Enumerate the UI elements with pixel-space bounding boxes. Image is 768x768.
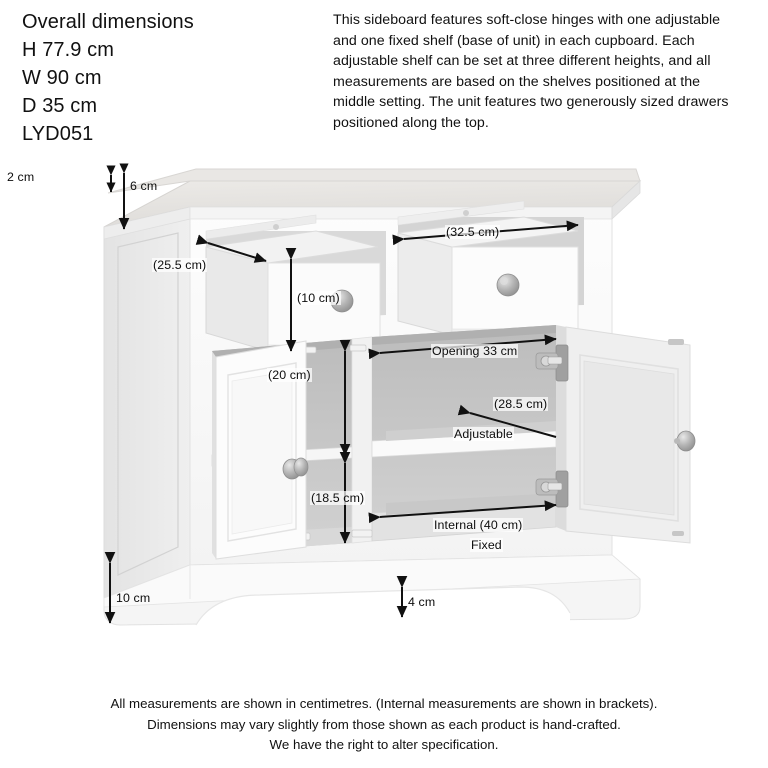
- footer-line-1: All measurements are shown in centimetres. (Internal measurements are shown in brackets).: [110, 696, 658, 711]
- spec-height: H 77.9 cm: [22, 39, 115, 61]
- label-plinth-height: 10 cm: [116, 591, 151, 605]
- spec-width: W 90 cm: [22, 67, 102, 89]
- right-drawer: [398, 201, 584, 336]
- label-fixed-shelf: Fixed: [471, 538, 502, 552]
- page-title: Overall dimensions: [22, 11, 194, 33]
- product-description: This sideboard features soft-close hinges with one adjustable and one fixed shelf (base of unit) in each cupboard. Each adjustable shelf can be set at three different heights, and all measurements are based on the shelves positioned at the middle setting. The unit features two generously sized drawers positioned along the top.: [333, 12, 729, 131]
- footer-line-3: We have the right to alter specification.: [269, 737, 499, 752]
- sideboard-illustration: [0, 155, 768, 675]
- drawer-knob: [497, 274, 519, 296]
- label-right-drawer-width: (32.5 cm): [446, 225, 500, 239]
- spec-depth: D 35 cm: [22, 95, 98, 117]
- label-top-overhang: 6 cm: [130, 179, 158, 193]
- overall-dimensions-block: [22, 8, 322, 148]
- label-left-drawer-depth: (25.5 cm): [153, 258, 207, 272]
- label-left-drawer-height: (10 cm): [297, 291, 340, 305]
- label-opening-width: Opening 33 cm: [432, 344, 518, 358]
- label-top-thickness: 2 cm: [7, 170, 35, 184]
- footer-line-2: Dimensions may vary slightly from those shown as each product is hand-crafted.: [147, 716, 621, 732]
- label-base-clearance: 4 cm: [408, 595, 436, 609]
- center-divider: [352, 337, 372, 543]
- right-cupboard-door: [556, 325, 695, 543]
- left-drawer: [206, 215, 386, 352]
- label-shelf-depth: (28.5 cm): [494, 397, 548, 411]
- spec-product-code: LYD051: [22, 123, 94, 145]
- footer-disclaimer: [0, 694, 768, 756]
- label-upper-compartment-height: (20 cm): [268, 368, 311, 382]
- label-internal-width: Internal (40 cm): [434, 518, 523, 532]
- label-adjustable-shelf: Adjustable: [454, 427, 513, 441]
- label-lower-compartment-height: (18.5 cm): [311, 491, 365, 505]
